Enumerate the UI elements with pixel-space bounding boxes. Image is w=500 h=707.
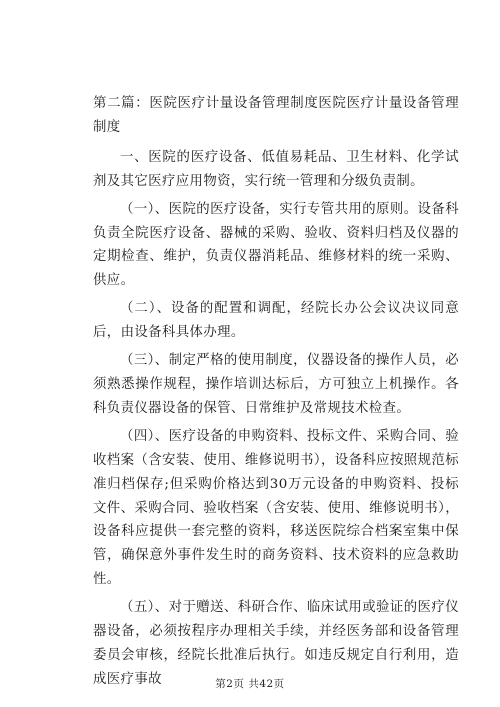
paragraph-1: 一、医院的医疗设备、低值易耗品、卫生材料、化学试剂及其它医疗应用物资，实行统一管理和分级负责制。 <box>93 149 459 189</box>
document-title: 第二篇：医院医疗计量设备管理制度医院医疗计量设备管理制度 <box>93 96 459 135</box>
document-body <box>93 92 459 696</box>
paragraph-3: （二）、设备的配置和调配，经院长办公会议决议同意后，由设备科具体办理。 <box>93 301 459 341</box>
paragraph-4: （三）、制定严格的使用制度，仪器设备的操作人员，必须熟悉操作规程，操作培训达标后，方可独立上机操作。各科负责仪器设备的保管、日常维护及常规技术检查。 <box>93 353 459 416</box>
paragraph-5: （四）、医疗设备的申购资料、投标文件、采购合同、验收档案（含安装、使用、维修说明书），设备科应按照规范标准归档保存;但采购价格达到30万元设备的申购资料、投标文件、采购合同、验收档案（含安装、使用、维修说明书），设备科应提供一套完整的资料，移送医院综合档案室集中保管，确保意外事件发生时的商务资料、技术资料的应急救助性。 <box>93 428 459 588</box>
paragraph-2: （一）、医院的医疗设备，实行专管共用的原则。设备科负责全院医疗设备、器械的采购、验收、资料归档及仪器的定期检查、维护，负责仪器消耗品、维修材料的统一采购、供应。 <box>93 201 459 289</box>
page-number-footer: 第2页 共42页 <box>215 678 285 690</box>
paragraph-6: （五）、对于赠送、科研合作、临床试用或验证的医疗仪器设备，必须按程序办理相关手续，并经医务部和设备管理委员会审核，经院长批准后执行。如违反规定自行利用，造成医疗事故 <box>93 600 459 687</box>
